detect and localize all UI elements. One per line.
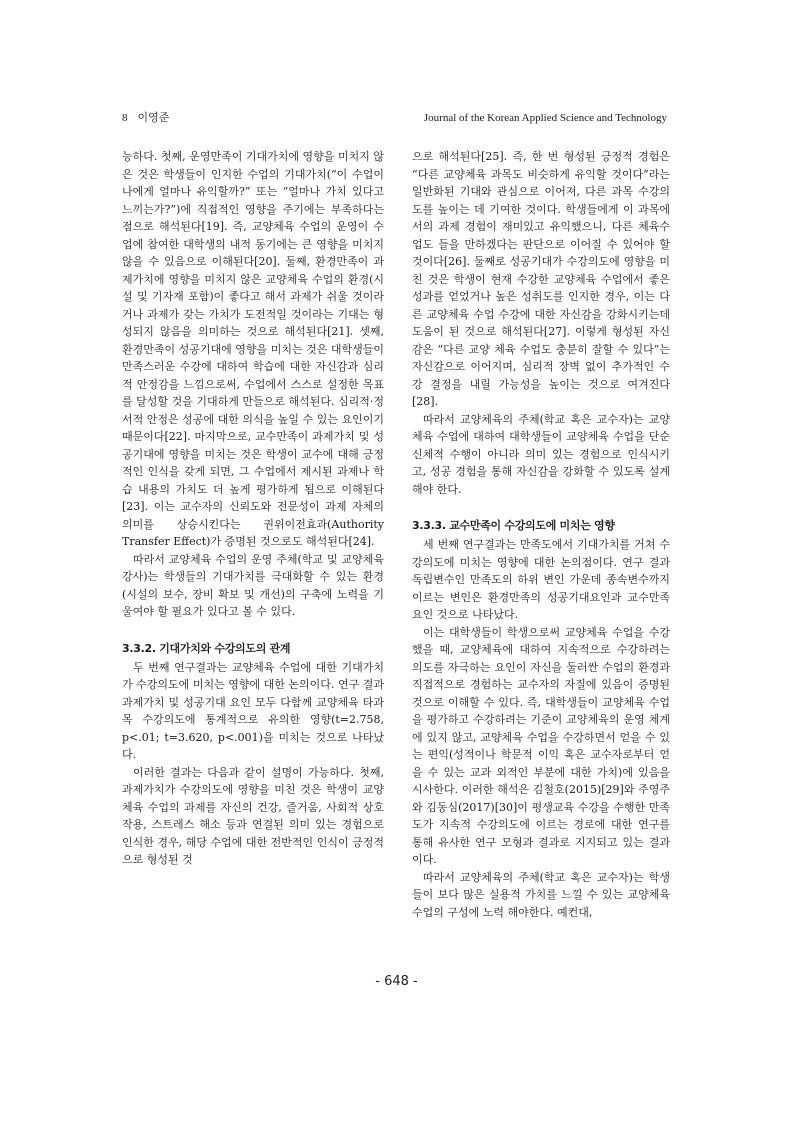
section-heading-3-3-3: 3.3.3. 교수만족이 수강의도에 미치는 영향 — [412, 519, 615, 532]
header-journal-title: Journal of the Korean Applied Science and Technology — [423, 112, 667, 124]
left-paragraph-2: 따라서 교양체육 수업의 운영 주체(학교 및 교양체육 강사)는 학생들의 기대가치를 극대화할 수 있는 환경(시설의 보수, 장비 확보 및 개선)의 구축에 노력을 기울여야 할 필요가 있다고 볼 수 있다. — [122, 552, 384, 618]
section-heading-3-3-2: 3.3.2. 기대가치와 수강의도의 관계 — [122, 641, 291, 655]
right-paragraph-4: 이는 대학생들이 학생으로써 교양체육 수업을 수강했을 때, 교양체육에 대하여 지속적으로 수강하려는 의도를 자극하는 요인이 자신을 둘러싼 수업의 환경과 직접적으로 경험하는 교수자의 자질에 있음이 증명된 것으로 이해할 수 있다. 즉, 대학생들이 교양체육 수업을 평가하고 수강하려는 기준이 교양체육의 운영 체계에 있지 않고, 교양체육 수업을 수강하면서 얻을 수 있는 편익(성적이나 학문적 이익 혹은 교수자로부터 얻을 수 있는 교과 외적인 부분에 대한 가치)에 있음을 시사한다. 이러한 해석은 김철호(2015)[29]와 주영주와 김동심(2017)[30]이 평생교육 수강을 수행한 만족도가 지속적 수강의도에 이르는 경로에 대한 연구를 통해 유사한 연구 모형과 결과로 지지되고 있는 결과이다. — [412, 625, 670, 866]
page-footer-number: - 648 - — [375, 974, 418, 989]
header-author: 이영준 — [137, 112, 170, 124]
right-paragraph-1: 으로 해석된다[25]. 즉, 한 번 형성된 긍정적 경험은 “다른 교양체육 과목도 비슷하게 유익할 것이다”라는 일반화된 기대와 관심으로 이어져, 다른 과목 수강의도를 높이는 데 기여한 것이다. 학생들에게 이 과목에서의 과제 경험이 재미있고 유익했으니, 다른 체육수업도 들을 만하겠다는 판단으로 이어질 수 있어야 할 것이다[26]. 둘째로 성공기대가 수강의도에 영향을 미친 것은 학생이 현재 수강한 교양체육 수업에서 좋은 성과를 얻었거나 높은 성취도를 인지한 경우, 이는 다른 교양체육 수업 수강에 대한 자신감을 강화시키는데 도움이 된 것으로 해석된다[27]. 이렇게 형성된 자신감은 “다른 교양 체육 수업도 충분히 잘할 수 있다”는 자신감으로 이어지며, 심리적 장벽 없이 추가적인 수강 결정을 내릴 가능성을 높이는 것으로 여겨진다[28]. — [412, 150, 670, 408]
header-page-number: 8 — [122, 112, 128, 124]
right-paragraph-2: 따라서 교양체육의 주체(학교 혹은 교수자)는 교양체육 수업에 대하여 대학생들이 교양체육 수업을 단순 신체적 수행이 아니라 의미 있는 경험으로 인식시키고, 성공 경험을 통해 자신감을 강화할 수 있도록 설계해야 한다. — [412, 412, 670, 496]
running-head — [122, 110, 667, 126]
right-paragraph-5: 따라서 교양체육의 주체(학교 혹은 교수자)는 학생들이 보다 많은 실용적 가치를 느낄 수 있는 교양체육 수업의 구성에 노력 해야한다. 예컨대, — [412, 870, 670, 919]
header-left — [122, 110, 169, 126]
right-column — [412, 148, 670, 921]
left-column — [122, 148, 384, 869]
left-paragraph-1: 능하다. 첫째, 운영만족이 기대가치에 영향을 미치지 않은 것은 학생들이 인지한 수업의 기대가치(“이 수업이 나에게 얼마나 유익할까?” 또는 “얼마나 가치 있다고 느끼는가?”)에 직접적인 영향을 주기에는 부족하다는 점으로 해석된다[19]. 즉, 교양체육 수업의 운영이 수업에 참여한 대학생의 내적 동기에는 큰 영향을 미치지 않을 수 있음으로 이해된다[20]. 둘째, 환경만족이 과제가치에 영향을 미치지 않은 교양체육 수업의 환경(시설 및 기자재 포함)이 좋다고 해서 과제가 쉬울 것이라거나 과제가 갖는 가치가 도전적일 것이라는 기대는 형성되지 않음을 의미하는 것으로 해석된다[21]. 셋째, 환경만족이 성공기대에 영향을 미치는 것은 대학생들이 만족스러운 수강에 대하여 학습에 대한 자신감과 심리적 안정감을 느낌으로써, 수업에서 스스로 설정한 목표를 달성할 것을 기대하게 만들으로 해석된다. 심리적·정서적 안정은 성공에 대한 의식을 높일 수 있는 요인이기 때문이다[22]. 마지막으로, 교수만족이 과제가치 및 성공기대에 영향을 미치는 것은 학생이 교수에 대해 긍정적인 인식을 갖게 되면, 그 수업에서 제시된 과제나 학습 내용의 가치도 더 높게 평가하게 됨으로 이해된다[23]. 이는 교수자의 신뢰도와 전문성이 과제 자체의 의미를 상승시킨다는 권위이전효과(Authority Transfer Effect)가 증명된 것으로도 해석된다[24]. — [122, 150, 384, 548]
left-paragraph-4: 이러한 결과는 다음과 같이 설명이 가능하다. 첫째, 과제가치가 수강의도에 영향을 미친 것은 학생이 교양체육 수업의 과제를 자신의 건강, 즐거움, 사회적 상호작용, 스트레스 해소 등과 연결된 의미 있는 경험으로 인식한 경우, 해당 수업에 대한 전반적인 인식이 긍정적으로 형성된 것 — [122, 765, 384, 866]
right-paragraph-3: 세 번째 연구결과는 만족도에서 기대가치를 거쳐 수강의도에 미치는 영향에 대한 논의점이다. 연구 결과 독립변수인 만족도의 하위 변인 가운데 종속변수까지 이르는 변인은 환경만족의 성공기대요인과 교수만족요인 것으로 나타났다. — [412, 538, 670, 621]
left-paragraph-3: 두 번째 연구결과는 교양체육 수업에 대한 기대가치가 수강의도에 미치는 영향에 대한 논의이다. 연구 결과 과제가치 및 성공기대 요인 모두 다함께 교양체육 타과목 수강의도에 통계적으로 유의한 영향(t=2.758, p<.01; t=3.620, p<.001)을 미치는 것으로 나타났다. — [122, 660, 384, 761]
